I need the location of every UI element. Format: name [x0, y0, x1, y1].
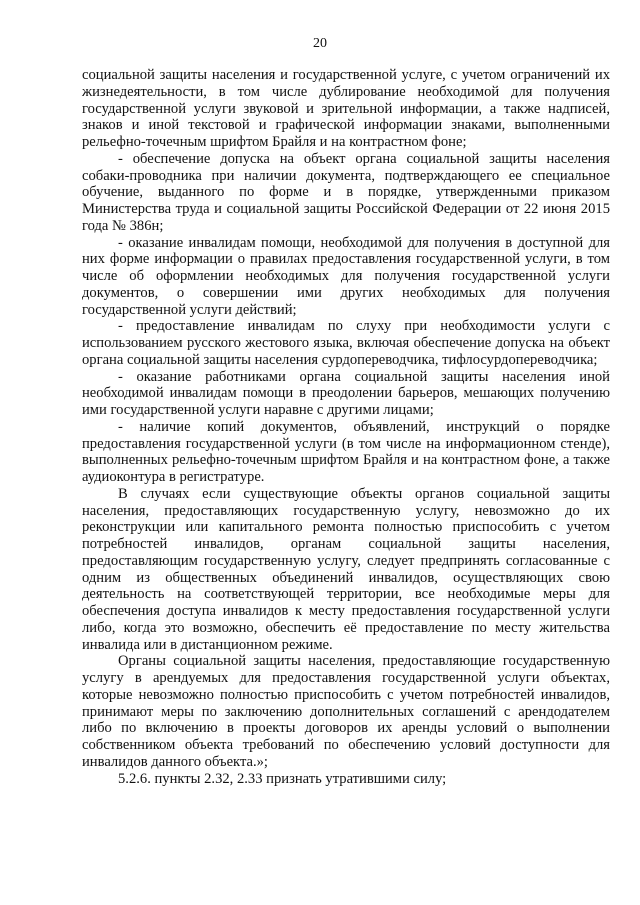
paragraph: - оказание инвалидам помощи, необходимой для получения в доступной для них форме информации о правилах предоставления государственной услуги, в том числе об оформлении необходимых для получения государственной услуги документов, о совершении ими других необходимых для получения государственной услуги действий; [82, 234, 610, 318]
paragraph: Органы социальной защиты населения, предоставляющие государственную услугу в арендуемых для предоставления государственной услуги объектах, которые невозможно полностью приспособить с учетом потребностей инвалидов, принимают меры по заключению дополнительных соглашений с арендодателем либо по включению в проекты договоров их аренды условий о выполнении собственником объекта требований по обеспечению условий доступности для инвалидов данного объекта.»; [82, 653, 610, 770]
document-body [82, 67, 610, 787]
paragraph: - оказание работниками органа социальной защиты населения иной необходимой инвалидам помощи в преодолении барьеров, мешающих получению ими государственной услуги наравне с другими лицами; [82, 368, 610, 418]
paragraph: - наличие копий документов, объявлений, инструкций о порядке предоставления государственной услуги (в том числе на информационном стенде), выполненных рельефно-точечным шрифтом Брайля и на контрастном фоне, а также аудиоконтура в регистратуре. [82, 418, 610, 485]
paragraph: 5.2.6. пункты 2.32, 2.33 признать утратившими силу; [118, 770, 447, 787]
paragraph: - обеспечение допуска на объект органа социальной защиты населения собаки-проводника при наличии документа, подтверждающего ее специальное обучение, выданного по форме и в порядке, утвержденными приказом Министерства труда и социальной защиты Российской Федерации от 22 июня 2015 года № 386н; [82, 150, 610, 234]
paragraph: социальной защиты населения и государственной услуге, с учетом ограничений их жизнедеятельности, в том числе дублирование необходимой для получения государственной услуги звуковой и зрительной информации, а также надписей, знаков и иной текстовой и графической информации знаками, выполненными рельефно-точечным шрифтом Брайля и на контрастном фоне; [82, 67, 610, 150]
paragraph: - предоставление инвалидам по слуху при необходимости услуги с использованием русского жестового языка, включая обеспечение допуска на объект органа социальной защиты населения сурдопереводчика, тифлосурдопереводчика; [82, 318, 610, 368]
page-number: 20 [313, 36, 327, 51]
paragraph: В случаях если существующие объекты органов социальной защиты населения, предоставляющих государственную услугу, невозможно до их реконструкции или капитального ремонта полностью приспособить с учетом потребностей инвалидов, органам социальной защиты населения, предоставляющим государственную услугу, следует предпринять согласованные с одним из общественных объединений инвалидов, осуществляющих свою деятельность на соответствующей территории, все необходимые меры для обеспечения доступа инвалидов к месту предоставления государственной услуги либо, когда это возможно, обеспечить её предоставление по месту жительства инвалида или в дистанционном режиме. [82, 485, 610, 653]
